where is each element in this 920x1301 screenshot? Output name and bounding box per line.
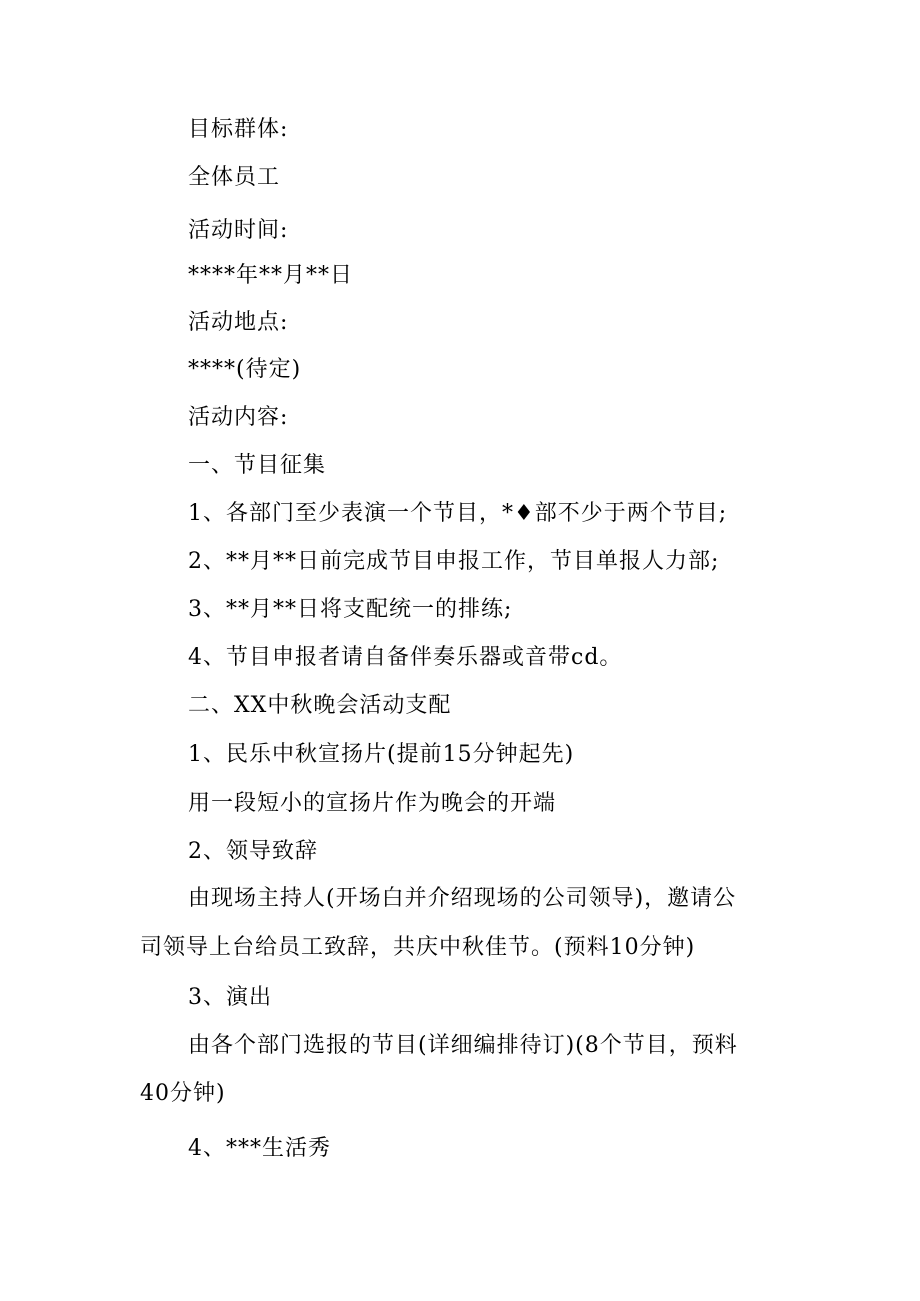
section2-item-3: 3、演出	[188, 985, 272, 1010]
section1-item-1: 1、各部门至少表演一个节目，*♦部不少于两个节目;	[188, 501, 728, 526]
event-time-value: ****年**月**日	[188, 263, 354, 288]
section1-item-4: 4、节目申报者请自备伴奏乐器或音带cd。	[188, 645, 623, 670]
section2-item-3-desc-line2: 40分钟)	[140, 1081, 226, 1106]
section2-item-2: 2、领导致辞	[188, 839, 318, 864]
event-content-heading: 活动内容:	[188, 405, 289, 430]
section2-item-2-desc-line2: 司领导上台给员工致辞，共庆中秋佳节。(预料10分钟)	[140, 935, 696, 960]
section1-item-3: 3、**月**日将支配统一的排练;	[188, 597, 513, 622]
section1-item-2: 2、**月**日前完成节目申报工作，节目单报人力部;	[188, 549, 720, 574]
section2-item-4: 4、***生活秀	[188, 1136, 331, 1161]
section2-item-3-desc-line1: 由各个部门选报的节目(详细编排待订)(8个节目，预料	[188, 1033, 738, 1058]
event-time-heading: 活动时间:	[188, 218, 289, 243]
section2-item-1: 1、民乐中秋宣扬片(提前15分钟起先)	[188, 742, 575, 767]
section2-item-1-desc: 用一段短小的宣扬片作为晚会的开端	[188, 791, 557, 816]
target-group-value: 全体员工	[188, 165, 281, 190]
section-heading-1: 一、节目征集	[188, 453, 327, 478]
event-location-heading: 活动地点:	[188, 310, 289, 335]
target-group-heading: 目标群体:	[188, 117, 289, 142]
event-location-value: ****(待定)	[188, 357, 302, 382]
section-heading-2: 二、XX中秋晚会活动支配	[188, 693, 452, 718]
section2-item-2-desc-line1: 由现场主持人(开场白并介绍现场的公司领导)，邀请公	[188, 886, 737, 911]
